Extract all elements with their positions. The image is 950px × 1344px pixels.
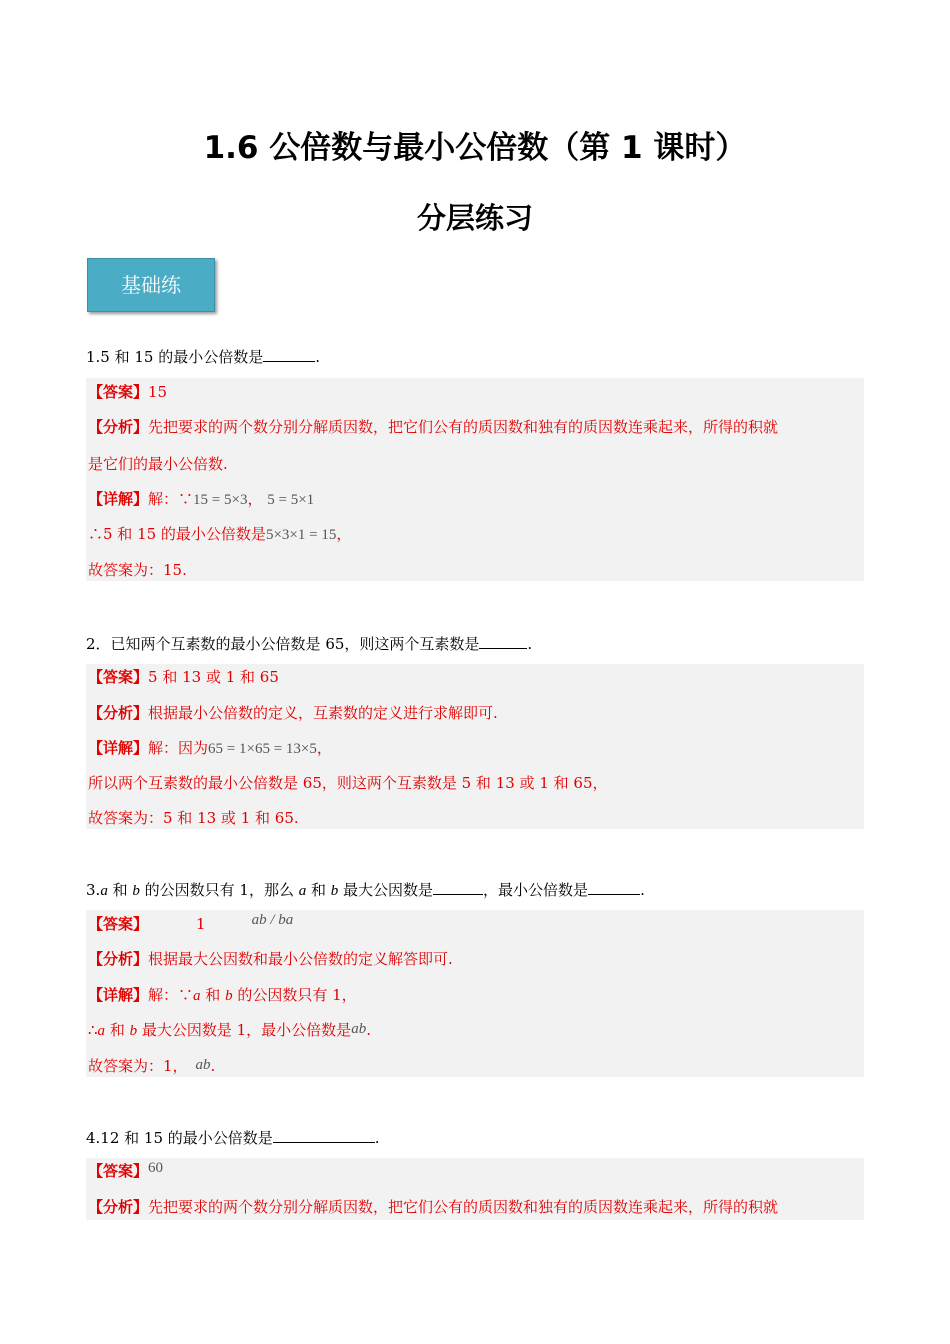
analysis-line: 【分析】先把要求的两个数分别分解质因数，把它们公有的质因数和独有的质因数连乘起来，所得的积就 bbox=[88, 1198, 779, 1216]
solution-box-3 bbox=[86, 910, 864, 1077]
answer-blank-2 bbox=[588, 879, 640, 895]
question-3: 3.a 和 b 的公因数只有 1，那么 a 和 b 最大公因数是 ，最小公倍数是 . bbox=[86, 881, 645, 899]
section-badge: 基础练 bbox=[87, 258, 215, 312]
analysis-line: 【分析】根据最小公倍数的定义，互素数的定义进行求解即可. bbox=[88, 704, 498, 722]
question-4: 4.12 和 15 的最小公倍数是 . bbox=[86, 1129, 380, 1147]
answer-blank bbox=[263, 346, 315, 362]
worksheet-subtitle: 分层练习 bbox=[416, 201, 533, 235]
solution-box-4 bbox=[86, 1158, 864, 1220]
answer-blank bbox=[273, 1127, 375, 1143]
question-1: 1.5 和 15 的最小公倍数是 . bbox=[86, 348, 321, 366]
analysis-line: 【分析】先把要求的两个数分别分解质因数，把它们公有的质因数和独有的质因数连乘起来，所得的积就 bbox=[88, 418, 779, 436]
answer-blank bbox=[479, 633, 527, 649]
final-answer-line: 故答案为：15. bbox=[88, 561, 187, 579]
analysis-line-2: 是它们的最小公倍数. bbox=[88, 455, 228, 473]
answer-line: 【答案】 1 ab / ba bbox=[88, 912, 294, 933]
question-2: 2．已知两个互素数的最小公倍数是 65，则这两个互素数是 . bbox=[86, 635, 533, 653]
solution-box-2 bbox=[86, 664, 864, 829]
answer-blank-1 bbox=[433, 879, 483, 895]
worksheet-title: 1.6 公倍数与最小公倍数（第 1 课时） bbox=[203, 130, 747, 166]
answer-line: 【答案】5 和 13 或 1 和 65 bbox=[88, 668, 279, 686]
analysis-line: 【分析】根据最大公因数和最小公倍数的定义解答即可. bbox=[88, 950, 453, 968]
detail-line-2: ∴a 和 b 最大公因数是 1，最小公倍数是ab. bbox=[88, 1021, 371, 1039]
detail-line-2: 所以两个互素数的最小公倍数是 65，则这两个互素数是 5 和 13 或 1 和 65， bbox=[88, 774, 608, 792]
final-answer-line: 故答案为：5 和 13 或 1 和 65. bbox=[88, 809, 299, 827]
solution-box-1 bbox=[86, 378, 864, 581]
answer-line: 【答案】15 bbox=[88, 383, 168, 401]
detail-line: 【详解】解：∵a 和 b 的公因数只有 1， bbox=[88, 986, 357, 1004]
detail-line-2: ∴5 和 15 的最小公倍数是5×3×1 = 15， bbox=[88, 525, 352, 543]
final-answer-line: 故答案为：1， ab. bbox=[88, 1057, 216, 1075]
answer-line: 【答案】60 bbox=[88, 1160, 164, 1180]
detail-line: 【详解】解：∵15 = 5×3， 5 = 5×1 bbox=[88, 490, 315, 508]
detail-line: 【详解】解：因为65 = 1×65 = 13×5， bbox=[88, 739, 332, 757]
